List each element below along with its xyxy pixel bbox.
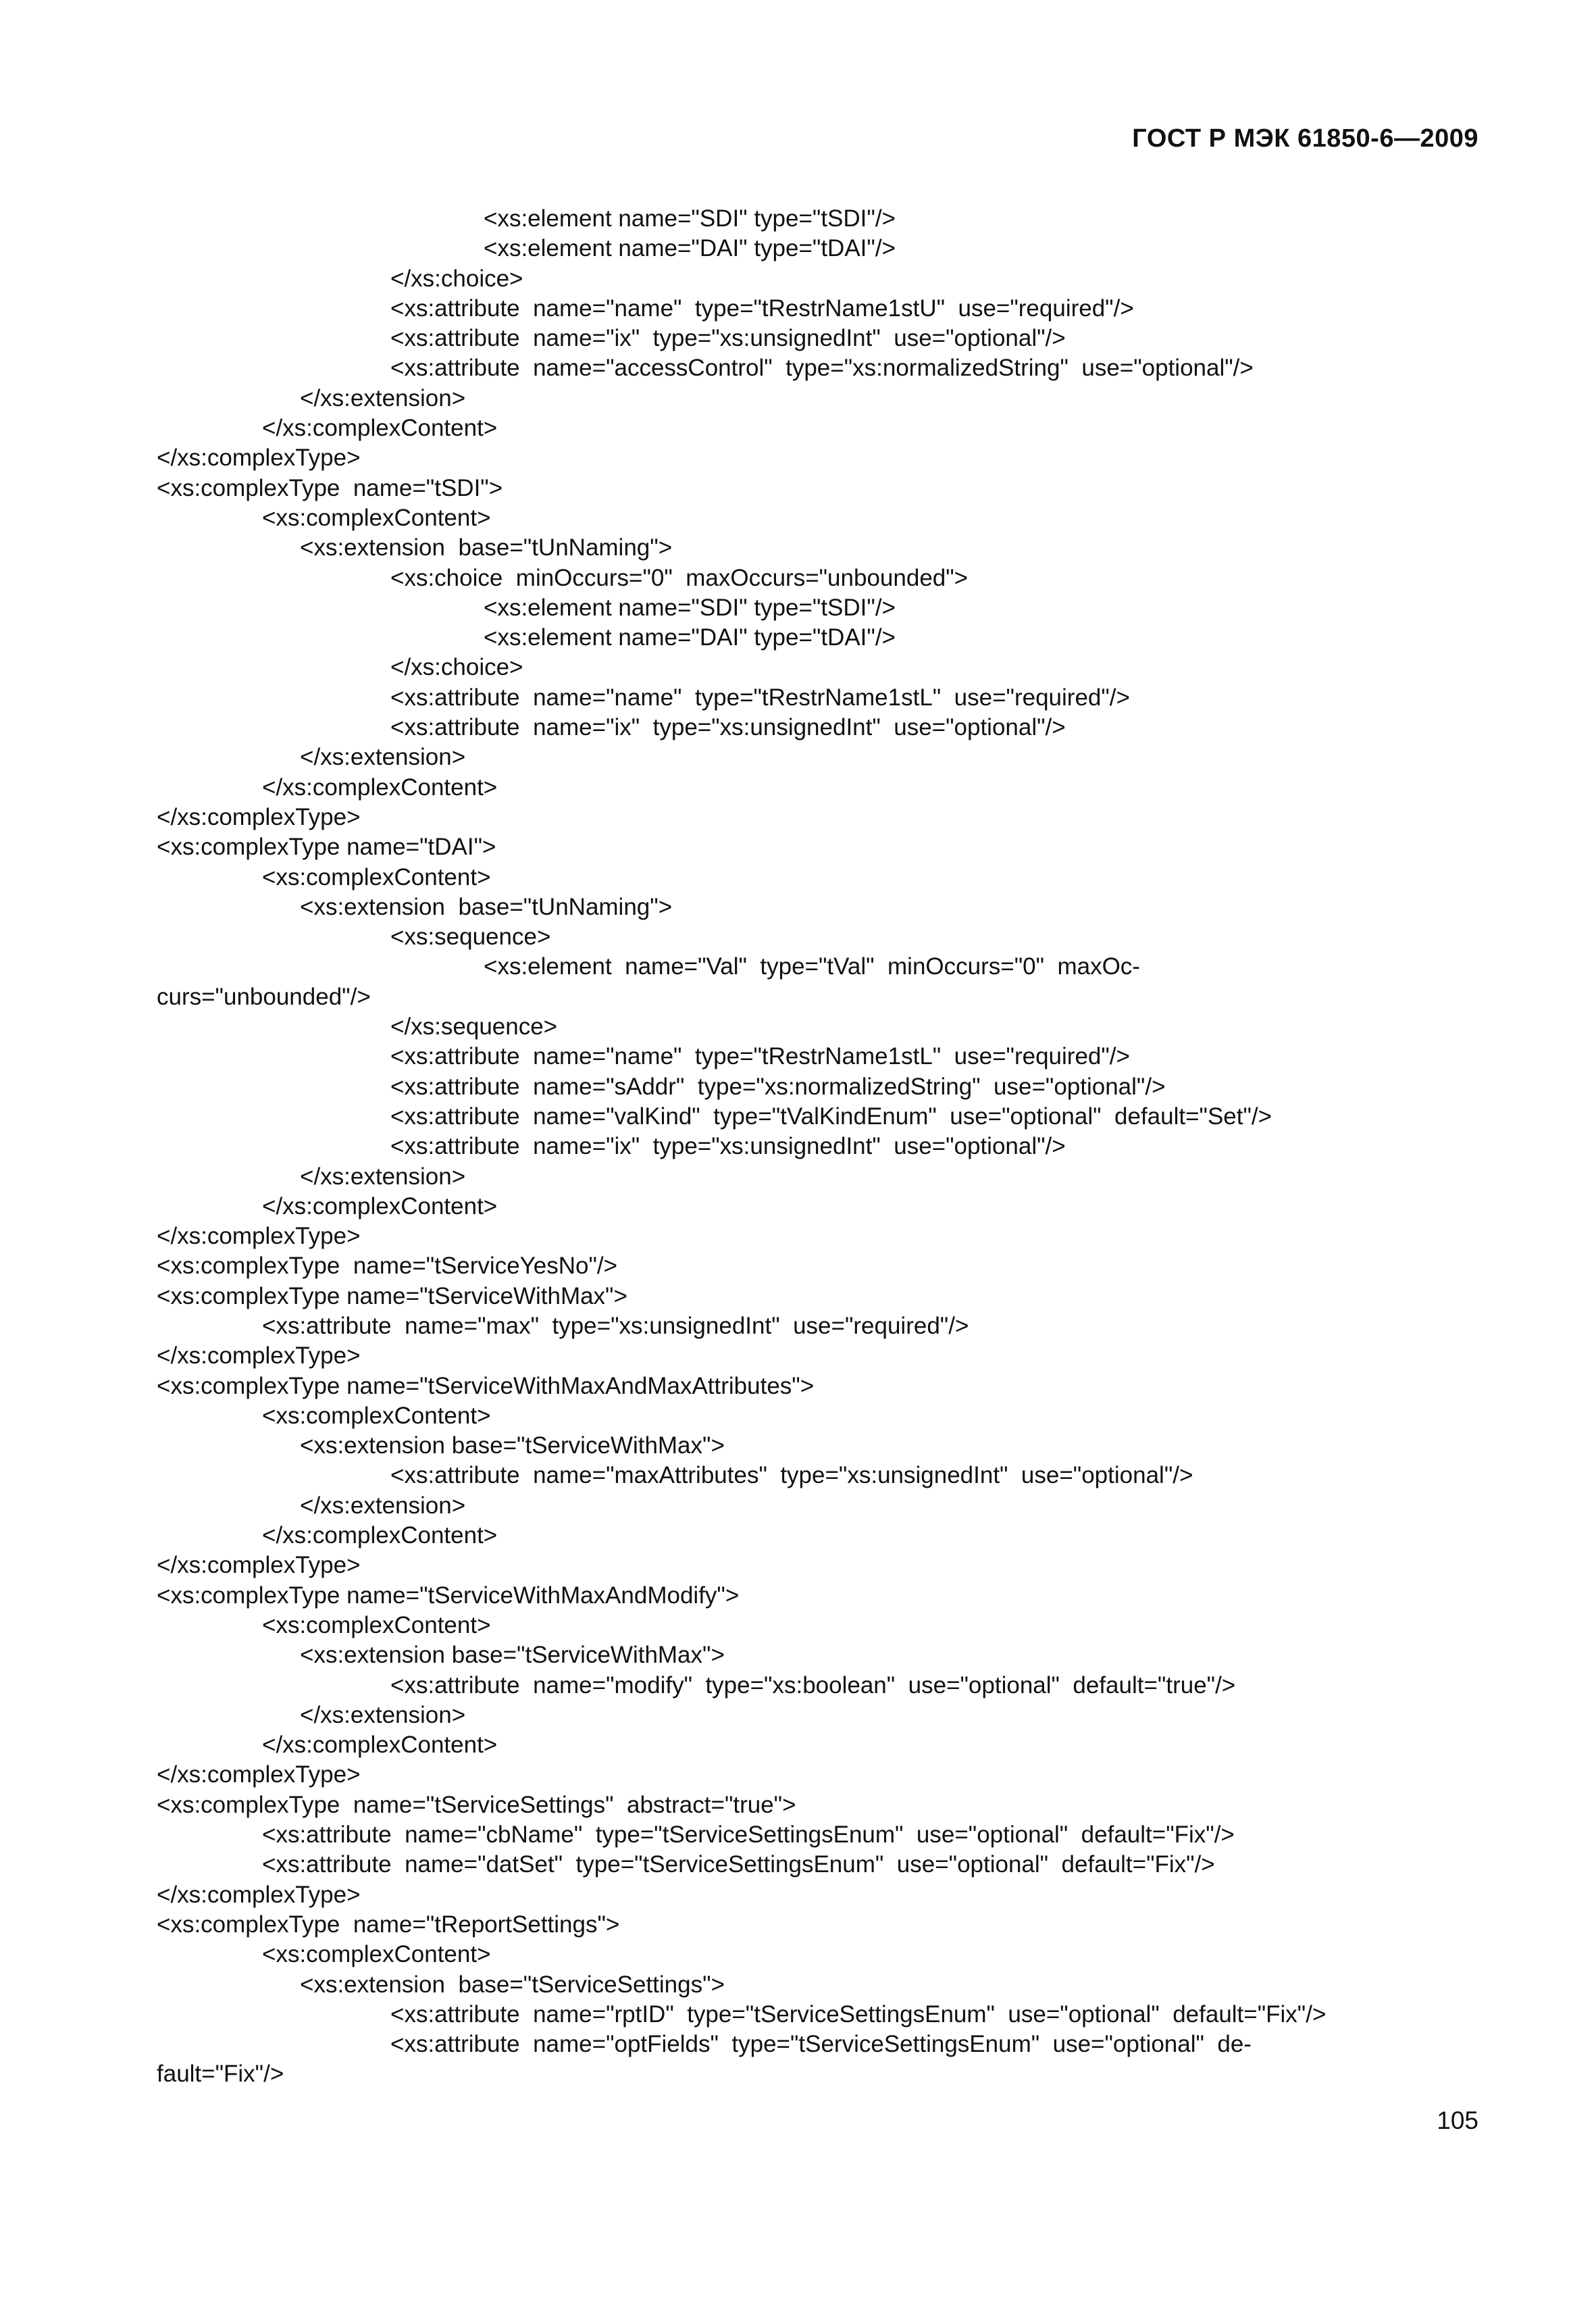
code-line: </xs:sequence>	[390, 1013, 558, 1040]
code-line: <xs:complexContent>	[262, 1611, 491, 1638]
code-line: </xs:choice>	[390, 654, 523, 681]
code-line: <xs:attribute name="max" type="xs:unsignedInt" use="required"/>	[262, 1312, 969, 1339]
code-line: </xs:complexType>	[157, 803, 361, 830]
code-line: fault="Fix"/>	[157, 2061, 284, 2088]
code-line: <xs:extension base="tServiceWithMax">	[300, 1642, 725, 1669]
code-line: </xs:extension>	[300, 1163, 466, 1190]
code-line: <xs:attribute name="modify" type="xs:boolean" use="optional" default="true"/>	[390, 1671, 1236, 1699]
code-line: <xs:extension base="tUnNaming">	[300, 893, 673, 920]
code-line: <xs:attribute name="sAddr" type="xs:normalizedString" use="optional"/>	[390, 1073, 1166, 1100]
code-line: <xs:complexType name="tServiceWithMaxAndMaxAttributes">	[157, 1372, 815, 1399]
code-line: <xs:attribute name="datSet" type="tServiceSettingsEnum" use="optional" default="Fix"/>	[262, 1851, 1215, 1878]
code-line: <xs:complexContent>	[262, 863, 491, 890]
page-number: 105	[1437, 2107, 1478, 2134]
code-line: <xs:element name="Val" type="tVal" minOccurs="0" maxOc-	[484, 953, 1140, 980]
code-line: <xs:complexType name="tServiceSettings" abstract="true">	[157, 1791, 796, 1818]
code-line: </xs:complexType>	[157, 1223, 361, 1250]
code-line: <xs:sequence>	[390, 924, 551, 951]
code-line: </xs:complexContent>	[262, 774, 498, 801]
code-line: </xs:complexType>	[157, 1552, 361, 1579]
code-line: <xs:element name="DAI" type="tDAI"/>	[484, 235, 896, 262]
code-line: </xs:complexType>	[157, 1761, 361, 1788]
code-line: <xs:attribute name="valKind" type="tValKindEnum" use="optional" default="Set"/>	[390, 1103, 1272, 1130]
code-line: </xs:complexType>	[157, 1342, 361, 1369]
code-line: </xs:choice>	[390, 265, 523, 292]
standard-header: ГОСТ Р МЭК 61850-6—2009	[1132, 124, 1478, 153]
code-line: </xs:complexContent>	[262, 1732, 498, 1759]
code-line: <xs:choice minOccurs="0" maxOccurs="unbounded">	[390, 564, 969, 591]
xsd-code-listing	[0, 204, 1596, 2090]
code-line: <xs:attribute name="name" type="tRestrName1stL" use="required"/>	[390, 1043, 1130, 1070]
code-line: </xs:complexContent>	[262, 1192, 498, 1219]
code-line: <xs:attribute name="ix" type="xs:unsignedInt" use="optional"/>	[390, 1133, 1066, 1160]
code-line: <xs:complexContent>	[262, 1941, 491, 1968]
code-line: <xs:complexType name="tServiceWithMax">	[157, 1282, 627, 1309]
code-line: <xs:element name="SDI" type="tSDI"/>	[484, 594, 896, 621]
code-line: <xs:attribute name="cbName" type="tServiceSettingsEnum" use="optional" default="Fix"/>	[262, 1821, 1235, 1848]
code-line: <xs:complexContent>	[262, 504, 491, 531]
code-line: <xs:attribute name="name" type="tRestrName1stL" use="required"/>	[390, 684, 1130, 711]
code-line: <xs:attribute name="rptID" type="tServiceSettingsEnum" use="optional" default="Fix"/>	[390, 2001, 1327, 2028]
code-line: curs="unbounded"/>	[157, 983, 371, 1010]
code-line: </xs:extension>	[300, 1492, 466, 1519]
code-line: <xs:attribute name="optFields" type="tServiceSettingsEnum" use="optional" de-	[390, 2031, 1252, 2058]
code-line: </xs:complexContent>	[262, 415, 498, 442]
code-line: <xs:complexType name="tReportSettings">	[157, 1911, 620, 1938]
code-line: </xs:extension>	[300, 1701, 466, 1728]
code-line: <xs:attribute name="accessControl" type="xs:normalizedString" use="optional"/>	[390, 355, 1254, 382]
code-line: <xs:complexType name="tSDI">	[157, 474, 503, 501]
code-line: <xs:attribute name="maxAttributes" type="xs:unsignedInt" use="optional"/>	[390, 1462, 1193, 1489]
code-line: </xs:complexType>	[157, 1881, 361, 1908]
code-line: <xs:attribute name="ix" type="xs:unsignedInt" use="optional"/>	[390, 714, 1066, 741]
code-line: </xs:extension>	[300, 384, 466, 411]
code-line: <xs:attribute name="name" type="tRestrName1stU" use="required"/>	[390, 295, 1134, 322]
code-line: <xs:attribute name="ix" type="xs:unsignedInt" use="optional"/>	[390, 325, 1066, 352]
code-line: <xs:complexType name="tDAI">	[157, 834, 496, 861]
code-line: </xs:complexContent>	[262, 1522, 498, 1549]
code-line: <xs:complexContent>	[262, 1402, 491, 1429]
code-line: <xs:extension base="tServiceSettings">	[300, 1971, 725, 1998]
code-line: <xs:extension base="tUnNaming">	[300, 534, 673, 561]
code-line: <xs:element name="SDI" type="tSDI"/>	[484, 205, 896, 232]
code-line: <xs:complexType name="tServiceYesNo"/>	[157, 1253, 618, 1280]
code-line: <xs:complexType name="tServiceWithMaxAndModify">	[157, 1582, 740, 1609]
code-line: <xs:extension base="tServiceWithMax">	[300, 1432, 725, 1459]
code-line: </xs:complexType>	[157, 445, 361, 472]
code-line: </xs:extension>	[300, 744, 466, 771]
code-line: <xs:element name="DAI" type="tDAI"/>	[484, 624, 896, 651]
